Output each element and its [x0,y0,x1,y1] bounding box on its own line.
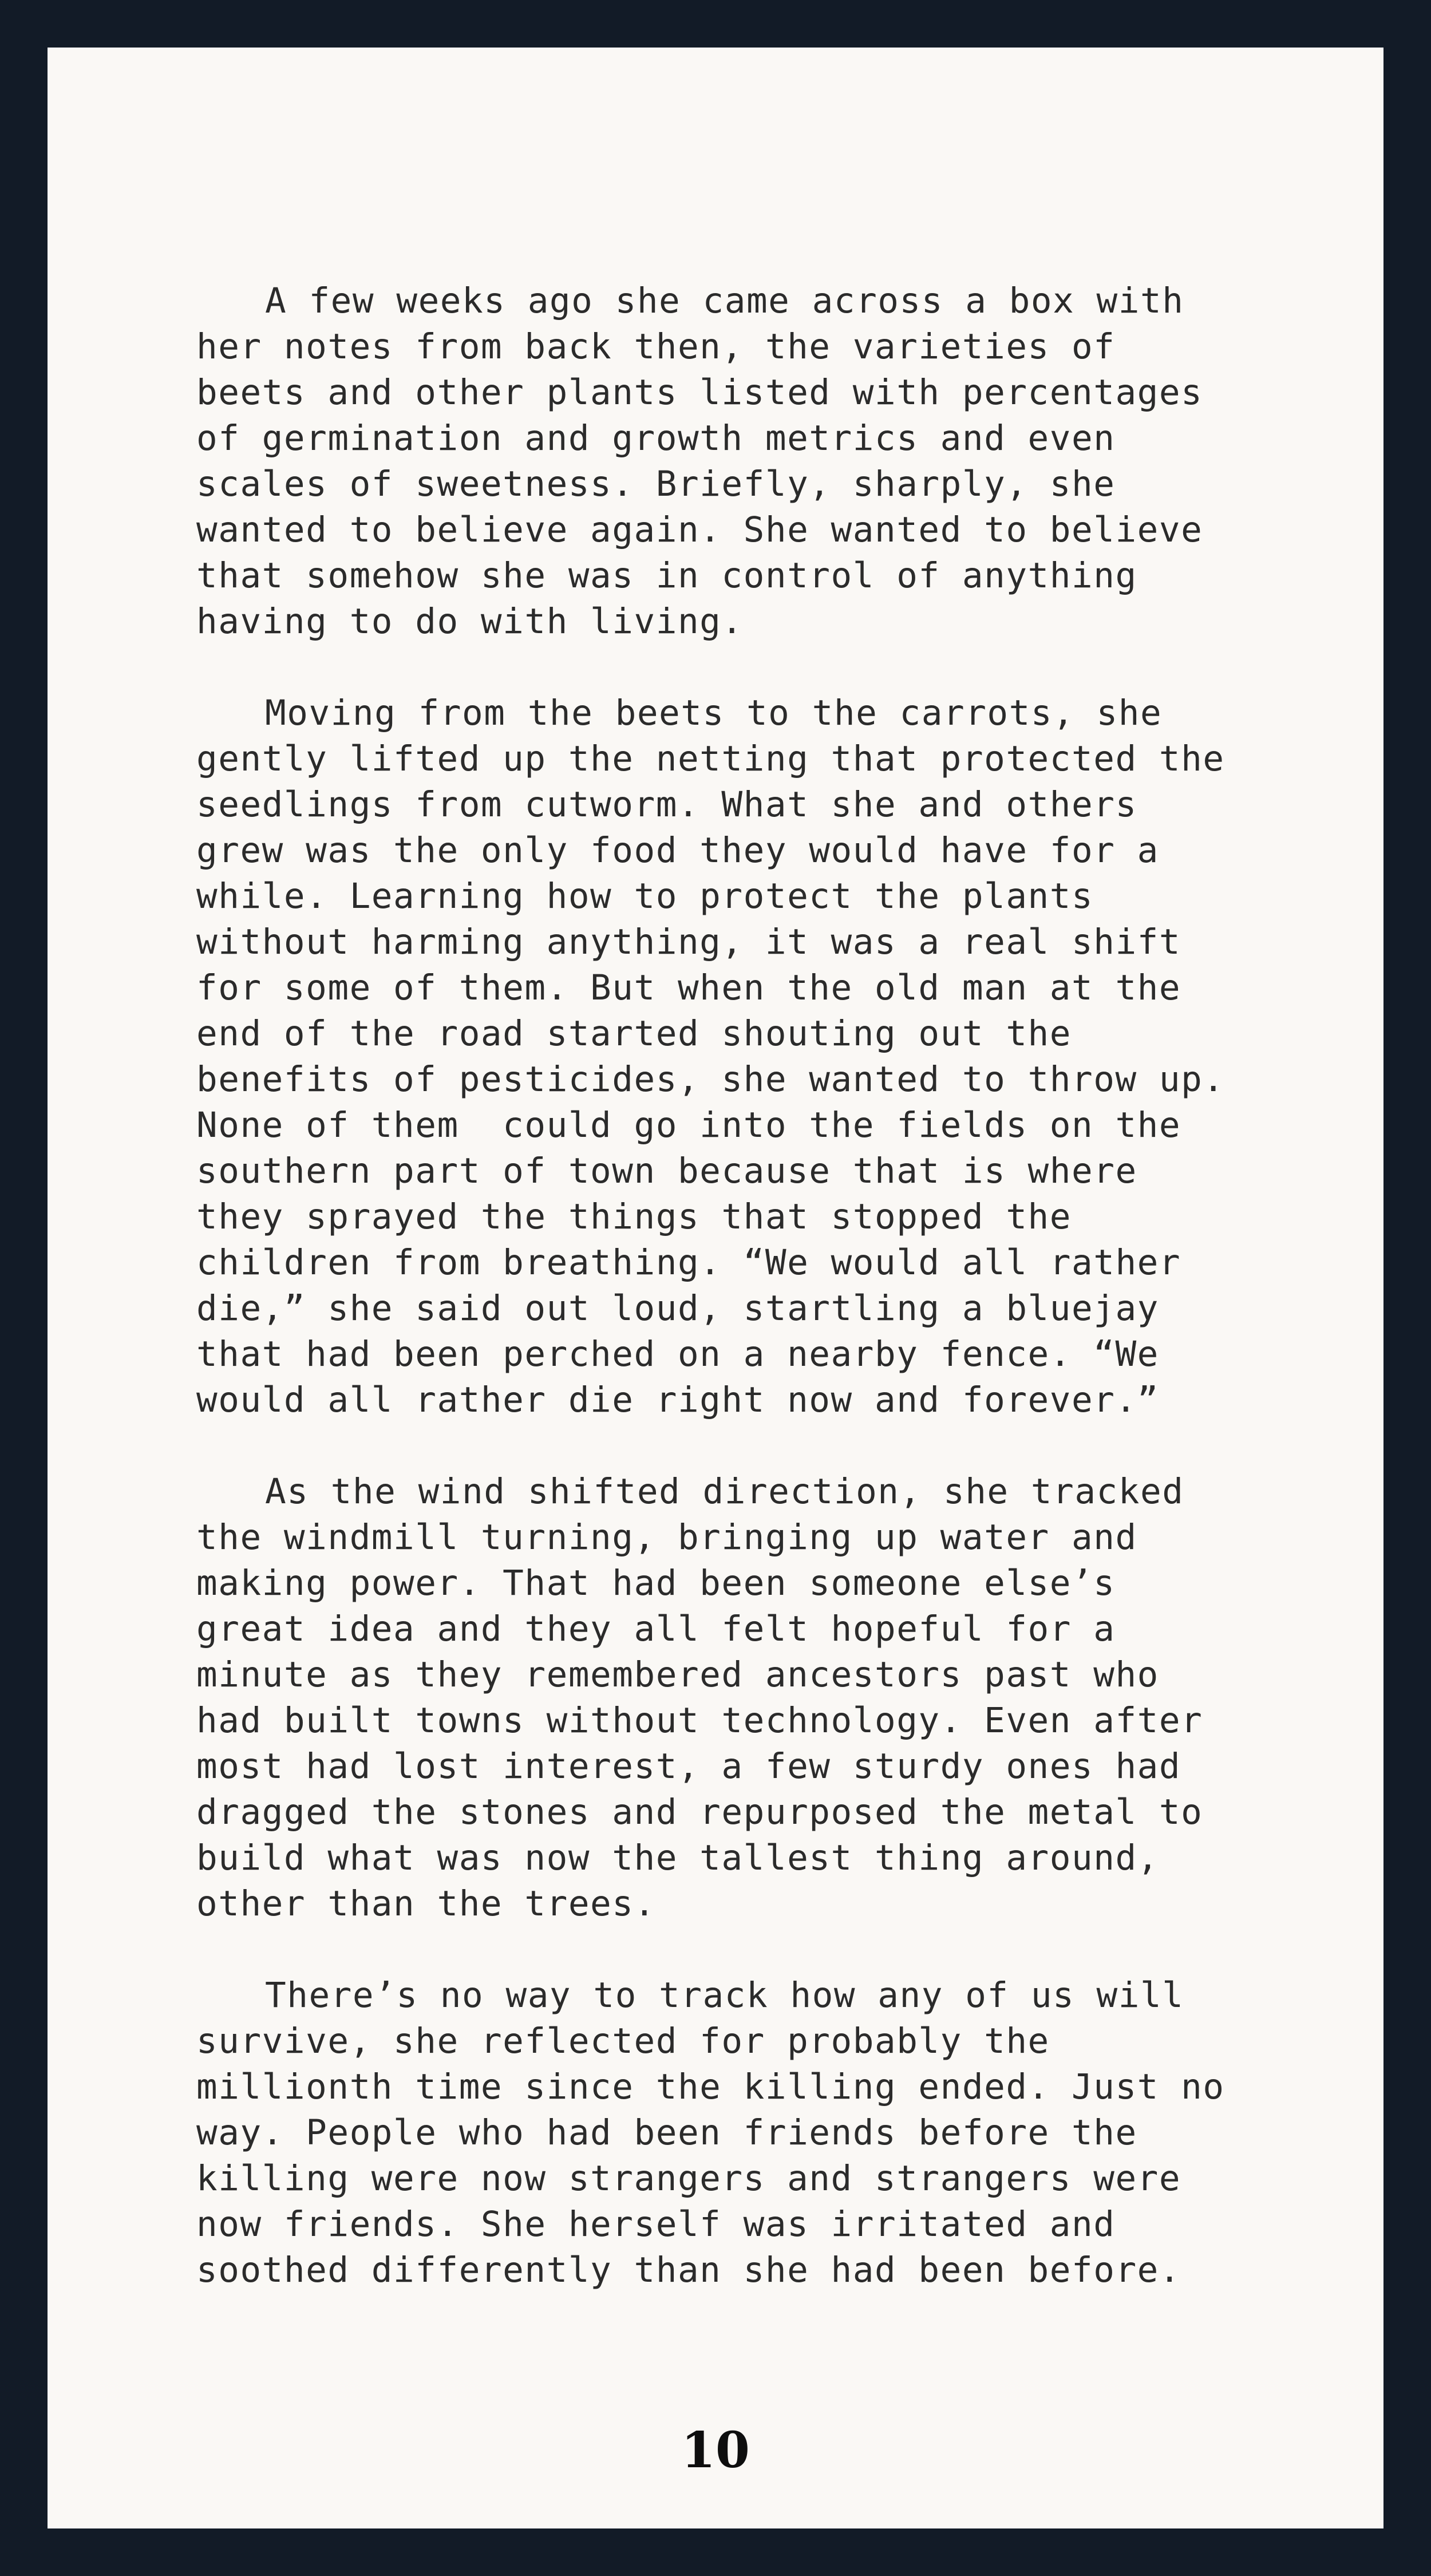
text-line: other than the trees. [196,1883,656,1924]
text-line: having to do with living. [196,601,744,642]
text-line: grew was the only food they would have for a [196,830,1159,871]
text-line: of germination and growth metrics and even [196,418,1116,459]
paragraph [196,1973,1272,2293]
text-line: making power. That had been someone else’s [196,1563,1116,1603]
text-line: end of the road started shouting out the [196,1013,1072,1054]
text-line: Moving from the beets to the carrots, she [265,693,1163,733]
text-line: way. People who had been friends before the [196,2112,1137,2153]
page-number: 10 [681,2421,750,2479]
text-line: her notes from back then, the varieties of [196,326,1116,367]
text-line: southern part of town because that is where [196,1151,1137,1191]
text-line: that somehow she was in control of anything [196,555,1137,596]
text-line: scales of sweetness. Briefly, sharply, she [196,464,1116,504]
text-line: wanted to believe again. She wanted to believe [196,509,1203,550]
text-line: had built towns without technology. Even after [196,1700,1203,1741]
text-line: the windmill turning, bringing up water and [196,1517,1137,1558]
text-line: for some of them. But when the old man at the [196,967,1181,1008]
text-line: soothed differently than she had been before. [196,2250,1181,2290]
text-line: survive, she reflected for probably the [196,2021,1050,2061]
text-line: great idea and they all felt hopeful for a [196,1609,1116,1649]
text-line: A few weeks ago she came across a box with [265,280,1184,321]
text-line: gently lifted up the netting that protected the [196,738,1225,779]
book-page [48,48,1383,2528]
text-line: most had lost interest, a few sturdy ones had [196,1746,1181,1787]
text-line: build what was now the tallest thing around, [196,1838,1159,1878]
text-line: millionth time since the killing ended. Just no [196,2067,1225,2107]
text-line: die,” she said out loud, startling a bluejay [196,1288,1159,1329]
text-line: children from breathing. “We would all rather [196,1242,1181,1283]
text-line: seedlings from cutworm. What she and others [196,784,1137,825]
text-line: that had been perched on a nearby fence. “We [196,1334,1159,1374]
text-line: while. Learning how to protect the plants [196,876,1094,916]
text-line: without harming anything, it was a real shift [196,922,1181,962]
text-line: minute as they remembered ancestors past who [196,1654,1159,1695]
text-line: None of them could go into the fields on the [196,1105,1181,1145]
text-line: benefits of pesticides, she wanted to throw up. [196,1059,1225,1100]
text-line: killing were now strangers and strangers were [196,2158,1181,2199]
text-line: would all rather die right now and forever.” [196,1380,1159,1420]
text-line: beets and other plants listed with percentages [196,372,1203,413]
text-line: There’s no way to track how any of us will [265,1975,1184,2016]
text-line: As the wind shifted direction, she tracked [265,1471,1184,1512]
paragraph [196,690,1272,1423]
body-text [196,278,1272,2293]
paragraph [196,1469,1272,1927]
text-line: dragged the stones and repurposed the metal to [196,1792,1203,1832]
text-line: they sprayed the things that stopped the [196,1196,1072,1237]
paragraph [196,278,1272,645]
text-line: now friends. She herself was irritated and [196,2204,1116,2245]
